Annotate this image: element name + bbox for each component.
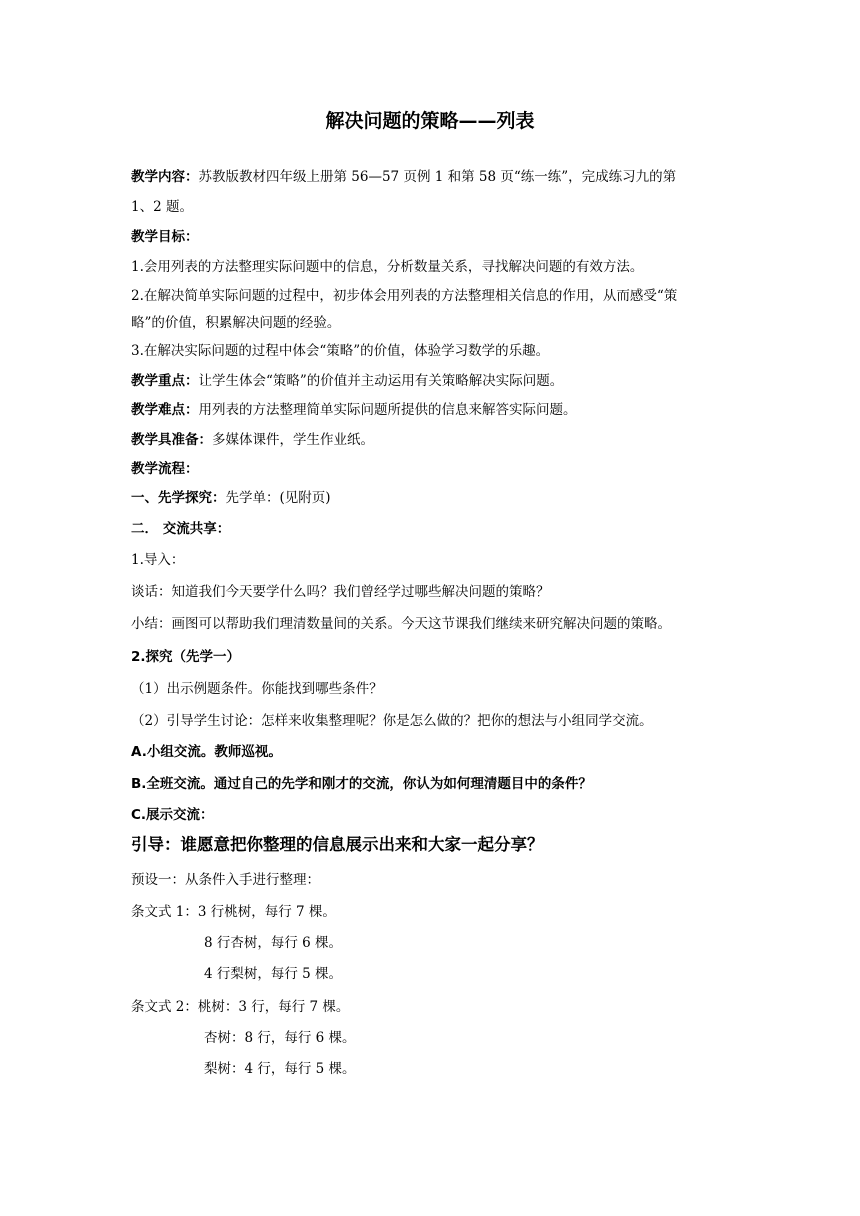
style1-line-3: 4 行梨树，每行 5 棵。	[204, 966, 343, 982]
tools	[131, 431, 737, 449]
teaching-content-label: 教学内容：	[131, 169, 199, 185]
intro-label: 1.导入：	[131, 552, 185, 568]
tools-text: 多媒体课件，学生作业纸。	[212, 432, 374, 448]
goal-3: 3.在解决实际问题的过程中体会“策略”的价值，体验学习数学的乐趣。	[131, 343, 550, 359]
difficulty-text: 用列表的方法整理简单实际问题所提供的信息来解答实际问题。	[198, 402, 577, 418]
preset-1: 预设一：从条件入手进行整理：	[131, 872, 320, 888]
style2-line-1: 条文式 2：桃树：3 行，每行 7 棵。	[131, 999, 350, 1015]
difficulty	[131, 401, 737, 419]
intro-talk: 谈话：知道我们今天要学什么吗？我们曾经学过哪些解决问题的策略？	[131, 584, 550, 600]
key-point-label: 教学重点：	[131, 373, 199, 389]
difficulty-label: 教学难点：	[131, 402, 199, 418]
intro-summary: 小结：画图可以帮助我们理清数量间的关系。今天这节课我们继续来研究解决问题的策略。	[131, 616, 671, 632]
teaching-content-continued: 1、2 题。	[131, 199, 193, 215]
explore-b: B.全班交流。通过自己的先学和刚才的交流，你认为如何理清题目中的条件？	[131, 776, 592, 792]
section-1-text: 先学单：(见附页)	[225, 490, 331, 506]
section-1-label: 一、先学探究：	[131, 490, 226, 506]
section-1	[131, 489, 737, 507]
tools-label: 教学具准备：	[131, 432, 212, 448]
goal-2-continued: 略”的价值，积累解决问题的经验。	[131, 315, 341, 331]
goal-2: 2.在解决简单实际问题的过程中，初步体会用列表的方法整理相关信息的作用，从而感受“策	[131, 288, 678, 304]
page-title: 解决问题的策略——列表	[325, 110, 535, 132]
key-point	[131, 372, 737, 390]
style1-line-2: 8 行杏树，每行 6 棵。	[204, 935, 343, 951]
teaching-content-text: 苏教版教材四年级上册第 56—57 页例 1 和第 58 页“练一练”，完成练习九的第	[198, 169, 677, 185]
style1-line-1: 条文式 1：3 行桃树，每行 7 棵。	[131, 904, 336, 920]
process-label: 教学流程：	[131, 461, 199, 477]
explore-label: 2.探究（先学一）	[131, 649, 241, 665]
explore-guide: 引导：谁愿意把你整理的信息展示出来和大家一起分享？	[131, 835, 544, 854]
explore-a: A.小组交流。教师巡视。	[131, 744, 282, 760]
goal-1: 1.会用列表的方法整理实际问题中的信息，分析数量关系，寻找解决问题的有效方法。	[131, 259, 644, 275]
style2-line-2: 杏树：8 行，每行 6 棵。	[204, 1030, 356, 1046]
key-point-text: 让学生体会“策略”的价值并主动运用有关策略解决实际问题。	[198, 373, 564, 389]
goals-label: 教学目标：	[131, 229, 199, 245]
style2-line-3: 梨树：4 行，每行 5 棵。	[204, 1061, 356, 1077]
explore-q1: （1）出示例题条件。你能找到哪些条件？	[131, 681, 383, 697]
teaching-content	[131, 168, 737, 186]
section-2: 二． 交流共享：	[131, 521, 231, 537]
explore-c: C.展示交流：	[131, 807, 214, 823]
explore-q2: （2）引导学生讨论：怎样来收集整理呢？你是怎么做的？把你的想法与小组同学交流。	[131, 713, 653, 729]
